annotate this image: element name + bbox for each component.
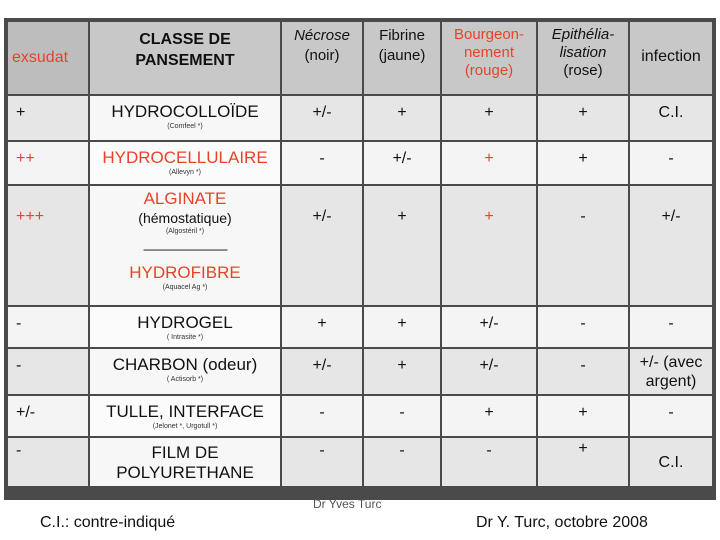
dressing-name: HYDROCELLULAIRE [102, 148, 268, 167]
cell-necrose: +/- [312, 208, 332, 225]
row-exsudat: - [16, 357, 22, 374]
row-exsudat: - [16, 315, 22, 332]
table-row [8, 142, 712, 184]
cell-fibrine: + [397, 104, 407, 121]
dressing-name: ALGINATE [143, 189, 227, 208]
cell-bourgeon: + [484, 104, 494, 121]
header-necrose-line2: (noir) [304, 47, 340, 64]
row-exsudat: +/- [16, 404, 36, 421]
header-necrose-line1: Nécrose [294, 27, 350, 44]
dressing-brand: ( Actisorb *) [166, 376, 204, 383]
table-row [8, 96, 712, 140]
footnote-author: Dr Y. Turc, octobre 2008 [476, 514, 648, 531]
dressing-name-line1: FILM DE [151, 443, 219, 462]
cell-infection-line1: +/- (avec [639, 354, 703, 371]
dressing-name: CHARBON (odeur) [112, 355, 258, 374]
header-bourgeon-line3: (rouge) [464, 62, 514, 79]
cell-epith: + [578, 404, 588, 421]
header-fibrine-line1: Fibrine [379, 27, 425, 44]
cell-necrose: + [317, 315, 327, 332]
cell-necrose: - [319, 442, 325, 459]
header-epith-line3: (rose) [563, 62, 603, 79]
cell-fibrine: + [397, 208, 407, 225]
header-necrose [282, 22, 362, 94]
table-row [8, 396, 712, 436]
cell-infection: C.I. [658, 454, 684, 471]
cell-infection: - [668, 150, 674, 167]
dressing-brand: ( Intrasite *) [166, 334, 204, 341]
cell-bourgeon: + [484, 208, 494, 225]
row-exsudat: + [16, 104, 26, 121]
header-epith-line2: lisation [559, 44, 607, 61]
cell-bourgeon: + [484, 404, 494, 421]
cell-necrose: - [319, 150, 325, 167]
cell-epith: - [580, 315, 586, 332]
cell-bourgeon: - [486, 442, 492, 459]
cell-necrose: +/- [312, 104, 332, 121]
cell-fibrine: + [397, 315, 407, 332]
separator-dashes: ---------------------------- [143, 242, 227, 256]
cell-necrose: +/- [312, 357, 332, 374]
dressing-brand-2: (Aquacel Ag *) [162, 284, 208, 291]
table-row [8, 438, 712, 486]
header-exsudat [8, 22, 88, 94]
header-bourgeon-line1: Bourgeon- [453, 26, 525, 43]
table-row [8, 307, 712, 347]
dressing-name: HYDROCOLLOÏDE [111, 102, 259, 121]
cell-necrose: - [319, 404, 325, 421]
header-fibrine-line2: (jaune) [378, 47, 426, 64]
cell-epith: + [578, 150, 588, 167]
dressing-brand: (Algostéril *) [165, 228, 205, 235]
dressing-name: HYDROGEL [137, 313, 233, 332]
footnote-ci: C.I.: contre-indiqué [40, 514, 176, 531]
header-row [8, 22, 712, 94]
dressing-table [6, 20, 714, 488]
header-infection-label: infection [641, 48, 701, 65]
cell-bourgeon: +/- [479, 315, 499, 332]
header-bourgeonnement [442, 22, 536, 94]
dressing-brand: (Comfeel *) [167, 123, 203, 130]
header-infection [630, 22, 712, 94]
header-fibrine [364, 22, 440, 94]
table-row [8, 186, 712, 305]
dressing-name-2: HYDROFIBRE [129, 263, 241, 282]
cell-fibrine: +/- [392, 150, 412, 167]
row-exsudat: +++ [16, 208, 45, 225]
header-classe [90, 22, 280, 94]
cell-infection-line2: argent) [645, 373, 697, 390]
row-exsudat: ++ [16, 150, 35, 167]
cell-epith: - [580, 208, 586, 225]
header-epithelialisation [538, 22, 628, 94]
header-exsudat-label: exsudat [12, 49, 69, 66]
cell-infection: C.I. [658, 104, 684, 121]
header-epith-line1: Epithélia- [551, 26, 615, 43]
header-bourgeon-line2: nement [463, 44, 515, 61]
dressing-brand: (Jelonet *, Urgotull *) [152, 423, 218, 430]
dressing-brand: (Allevyn *) [169, 169, 201, 176]
cell-infection: +/- [661, 208, 681, 225]
cell-infection: - [668, 315, 674, 332]
table-row [8, 349, 712, 394]
cell-bourgeon: +/- [479, 357, 499, 374]
author-watermark: Dr Yves Turc [313, 497, 382, 511]
row-exsudat: - [16, 442, 22, 459]
cell-infection: - [668, 404, 674, 421]
cell-fibrine: - [399, 404, 405, 421]
cell-epith: + [578, 104, 588, 121]
cell-epith: + [578, 440, 588, 457]
header-classe-line1: CLASSE DE [139, 31, 231, 48]
cell-bourgeon: + [484, 150, 494, 167]
dressing-name-line2: POLYURETHANE [116, 463, 254, 482]
cell-epith: - [580, 357, 586, 374]
dressing-name: TULLE, INTERFACE [106, 402, 264, 421]
cell-fibrine: + [397, 357, 407, 374]
dressing-subtitle: (hémostatique) [138, 210, 232, 226]
cell-fibrine: - [399, 442, 405, 459]
header-classe-line2: PANSEMENT [135, 52, 235, 69]
